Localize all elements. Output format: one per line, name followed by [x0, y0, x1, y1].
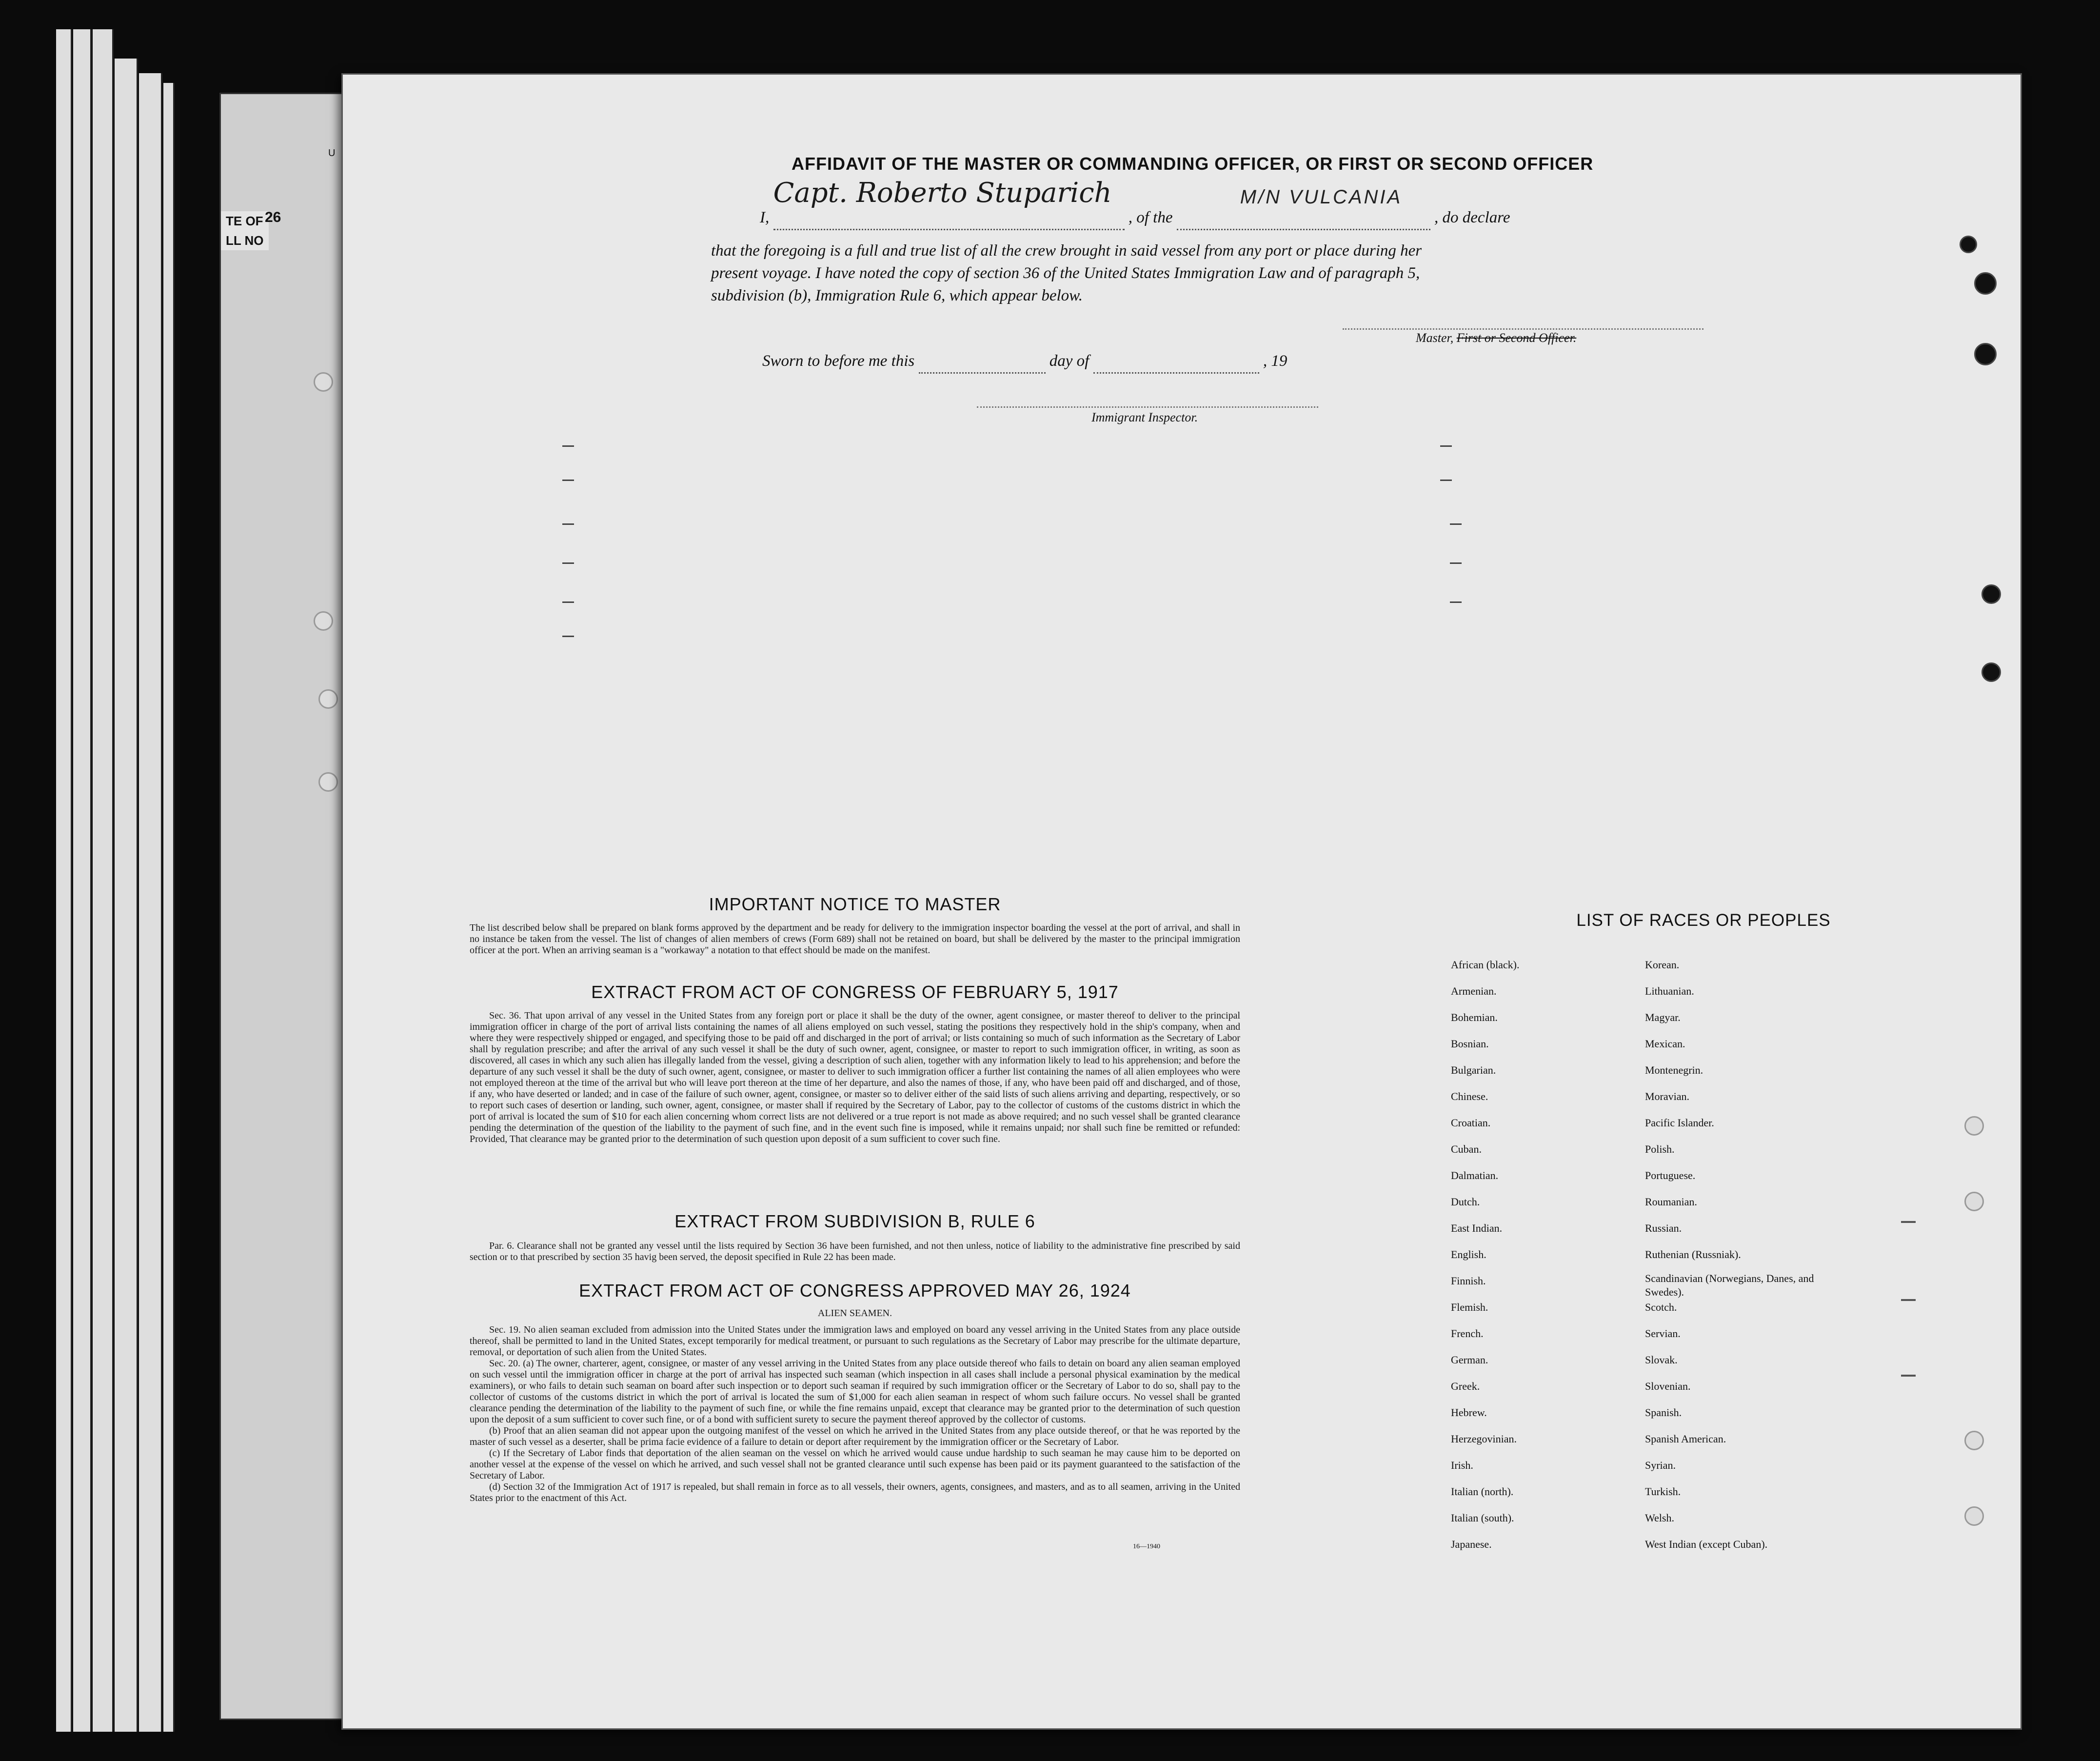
vessel-name-stamp: M/N VULCANIA [1240, 186, 1403, 208]
rule-6-text: Par. 6. Clearance shall not be granted any vessel until the lists required by Section 36 have been furnished, and not then unless, notice of liability to the administrative fine prescribed by said section or to that prescribed by section 35 havig been served, the deposit specified in Rule 22 has been made. [470, 1241, 1240, 1262]
row-marker [562, 601, 574, 603]
binder-hole [314, 611, 333, 631]
race-item: Lithuanian. [1645, 985, 1694, 997]
races-column-2 [1645, 952, 1899, 1558]
race-item: Portuguese. [1645, 1169, 1696, 1181]
page-stack-edge [139, 73, 162, 1732]
affidavit-line-2: that the foregoing is a full and true list of all the crew brought in said vessel from any port or place during her [711, 242, 1422, 260]
affidavit-title: AFFIDAVIT OF THE MASTER OR COMMANDING OFFICER, OR FIRST OR SECOND OFFICER [792, 154, 1594, 174]
race-item: Welsh. [1645, 1512, 1674, 1524]
race-item: Cuban. [1451, 1143, 1482, 1155]
sec-20c-text: (c) If the Secretary of Labor finds that deportation of the alien seaman on the vessel on which he arrived would cause undue hardship to such seaman he may cause him to be deported on another vessel at the expense of the vessel on which he arrived, and such vessel shall not be granted clearance until such expense has been paid or its payment guaranteed to the satisfaction of the Secretary of Labor. [470, 1448, 1240, 1481]
race-item: Bohemian. [1451, 1011, 1498, 1023]
race-item: Chinese. [1451, 1090, 1488, 1102]
inspector-label: Immigrant Inspector. [1091, 410, 1198, 424]
race-item: Servian. [1645, 1327, 1681, 1340]
inspector-signature-line [977, 406, 1318, 408]
race-item: German. [1451, 1354, 1488, 1366]
sec-20d-text: (d) Section 32 of the Immigration Act of 1917 is repealed, but shall remain in force as to all vessels, their owners, agents, consignees, and masters, and as to all seamen, arriving in the United States prior to the enactment of this Act. [470, 1481, 1240, 1503]
race-item: Spanish. [1645, 1406, 1682, 1419]
edge-tick [1901, 1221, 1916, 1223]
row-marker [562, 445, 574, 447]
race-item: Montenegrin. [1645, 1064, 1704, 1076]
binder-hole [1981, 584, 2001, 604]
race-item: Korean. [1645, 959, 1680, 971]
master-label-text: Master, [1416, 331, 1454, 345]
row-marker [1450, 523, 1462, 525]
sworn-day-of: day of [1049, 352, 1090, 370]
binder-hole [1960, 236, 1977, 253]
sworn-year: , 19 [1263, 352, 1288, 370]
race-item: Japanese. [1451, 1538, 1492, 1550]
officer-name-signature: Capt. Roberto Stuparich [773, 177, 1112, 209]
rule-6-title: EXTRACT FROM SUBDIVISION B, RULE 6 [674, 1211, 1035, 1231]
sworn-date-field [919, 350, 1046, 374]
binder-hole [318, 689, 338, 709]
race-item: Turkish. [1645, 1485, 1681, 1498]
row-marker [562, 480, 574, 481]
binder-hole [1974, 272, 1997, 295]
race-item: Magyar. [1645, 1011, 1681, 1023]
extract-1924-body [470, 1324, 1240, 1504]
sworn-prefix: Sworn to before me this [762, 352, 915, 370]
race-item: Italian (north). [1451, 1485, 1514, 1498]
race-item: Hebrew. [1451, 1406, 1487, 1419]
row-marker [1450, 601, 1462, 603]
row-marker [1440, 480, 1452, 481]
race-item: Moravian. [1645, 1090, 1690, 1102]
binder-hole [314, 372, 333, 392]
row-marker [562, 562, 574, 564]
race-item: Italian (south). [1451, 1512, 1514, 1524]
race-item: African (black). [1451, 959, 1520, 971]
binder-hole [1964, 1506, 1984, 1526]
master-signature-line [1343, 328, 1704, 330]
race-item: English. [1451, 1248, 1486, 1261]
binder-hole [1964, 1116, 1984, 1136]
affidavit-line-3: present voyage. I have noted the copy of section 36 of the United States Immigration Law and of paragraph 5, [711, 264, 1420, 282]
affidavit-of-the: , of the [1128, 209, 1173, 226]
margin-corner-letter: U [328, 148, 336, 159]
race-item: Flemish. [1451, 1301, 1488, 1313]
form-number: 16—1940 [1133, 1543, 1160, 1550]
sec-19-text: Sec. 19. No alien seaman excluded from admission into the United States under the immigration laws and employed on board any vessel arriving in the United States from any place outside thereof, shall be permitted to land in the United States, except temporarily for medical treatment, or pursuant to such regulations as the Secretary of Labor may prescribe for the ultimate departure, removal, or deportation of such alien from the United States. [470, 1324, 1240, 1358]
race-item: Dutch. [1451, 1196, 1480, 1208]
race-item: Ruthenian (Russniak). [1645, 1248, 1741, 1261]
race-item: Irish. [1451, 1459, 1473, 1471]
sworn-line [762, 350, 1287, 374]
affidavit-line-1 [760, 177, 1930, 240]
crew-manifest-sheet [341, 73, 2022, 1730]
race-item: Roumanian. [1645, 1196, 1697, 1208]
page-stack-edge [73, 29, 92, 1732]
race-item: Russian. [1645, 1222, 1682, 1234]
race-item: Scandinavian (Norwegians, Danes, and Swedes). [1645, 1272, 1814, 1298]
officer-name-field [773, 177, 1125, 230]
sec-20b-text: (b) Proof that an alien seaman did not appear upon the outgoing manifest of the vessel on which he arrived in the United States from any place outside thereof, or that he was reported by the master of such vessel as a deserter, shall be prima facie evidence of a failure to detain or deport after requirement by the immigration officer or the Secretary of Labor. [470, 1425, 1240, 1447]
race-item: Scotch. [1645, 1301, 1677, 1313]
binder-hole [1974, 343, 1997, 365]
race-item: Bulgarian. [1451, 1064, 1496, 1076]
notice-text: The list described below shall be prepared on blank forms approved by the department and be ready for delivery to the immigration inspector boarding the vessel at the port of arrival, and shall in no instance be taken from the vessel. The list of changes of alien members of crews (Form 689) shall not be retained on board, but shall be delivered by the master to the principal immigration officer at the port. When an arriving seaman is a "workaway" a notation to that effect should be made on the manifest. [470, 922, 1240, 956]
races-column-1 [1451, 952, 1636, 1558]
race-item: Bosnian. [1451, 1038, 1489, 1050]
race-item: Herzegovinian. [1451, 1433, 1517, 1445]
race-item: Slovak. [1645, 1354, 1678, 1366]
race-item: Armenian. [1451, 985, 1497, 997]
margin-tab-top: TE OF [226, 214, 263, 228]
binder-hole [1964, 1431, 1984, 1450]
page-stack-edge [115, 59, 138, 1732]
binder-hole [1981, 662, 2001, 682]
master-label [1416, 331, 1576, 345]
race-item: Greek. [1451, 1380, 1480, 1392]
sec-20-text: Sec. 20. (a) The owner, charterer, agent, consignee, or master of any vessel arriving in the United States from any place outside thereof who fails to detain on board any alien seaman employed on such vessel until the immigration officer in charge at the port of arrival has inspected such seaman (which inspection in all cases shall include a personal physical examination by the medical examiners), or who fails to detain such seaman on board after such inspection or to deport such seaman if required by such immigration officer or the Secretary of Labor to do so, shall pay to the collector of customs of the customs district in which the port of arrival is located the sum of $1,000 for each alien seaman in respect of whom such failure occurs. No vessel shall be granted clearance pending the determination of the liability to the payment of such fine, or while the fine remains unpaid, except that clearance may be granted prior to the determination of such question upon the deposit of a sum sufficient to cover such fine, or of a bond with sufficient surety to secure the payment thereof approved by the collector of customs. [470, 1358, 1240, 1425]
race-item: French. [1451, 1327, 1484, 1340]
extract-1917-text: Sec. 36. That upon arrival of any vessel in the United States from any foreign port or place it shall be the duty of the owner, agent consignee, or master thereof to deliver to the principal immigration officer in charge of the port of arrival lists containing the names of all aliens employed on such vessel, stating the positions they respectively hold in the ship's company, when and where they were respectively shipped or engaged, and specifying those to be paid off and discharged in the port of arrival; or lists containing so much of such information as the Secretary of Labor shall by regulation prescribe; and after the arrival of any such vessel it shall be the duty of such owner, agent, consignee, or master to report to such immigration officer, in writing, as soon as discovered, all cases in which any such alien has illegally landed from the vessel, giving a description of such alien, together with any information likely to lead to his apprehension; and before the departure of any such vessel it shall be the duty of such owner, agent, consignee, or master to deliver to such immigration officer a further list containing the names of all alien employees who were not employed thereon at the time of the arrival but who will leave port thereon at the time of her departure, and also the names of those, if any, who have been paid off and discharged, and of those, if any, who have deserted or landed; and in case of the failure of such owner, agent, consignee, or master so to deliver either of the said lists of such aliens arriving and departing, respectively, or so to report such cases of desertion or landing, such owner, agent, consignee, or master shall if required by the Secretary of Labor, pay to the collector of customs of the customs district in which the port of arrival is located the sum of $10 for each alien concerning whom correct lists are not delivered or a true report is not made as above required; and no such vessel shall be granted clearance pending the determination of the question of the liability to the payment of such fine, and in the event such fine is imposed, while it remains unpaid; nor shall such fine be remitted or refunded: Provided, That clearance may be granted prior to the determination of such question upon deposit of a sum sufficient to cover such fine. [470, 1010, 1240, 1144]
vessel-name-field [1177, 186, 1430, 230]
race-item: Pacific Islander. [1645, 1117, 1714, 1129]
margin-tab-label [221, 211, 269, 250]
affidavit-i-prefix: I, [760, 209, 770, 226]
margin-tab-number: 26 [265, 209, 281, 225]
master-label-struck: First or Second Officer. [1456, 331, 1577, 345]
affidavit-line-4: subdivision (b), Immigration Rule 6, which appear below. [711, 287, 1083, 304]
affidavit-do-declare: , do declare [1434, 209, 1510, 226]
race-item: Slovenian. [1645, 1380, 1691, 1392]
page-stack-edge [93, 29, 114, 1732]
page-stack-edge [56, 29, 72, 1732]
race-item: Spanish American. [1645, 1433, 1726, 1445]
extract-1917-title: EXTRACT FROM ACT OF CONGRESS OF FEBRUARY 5, 1917 [591, 982, 1119, 1002]
binder-hole [318, 772, 338, 792]
race-item: West Indian (except Cuban). [1645, 1538, 1768, 1550]
race-item: Croatian. [1451, 1117, 1491, 1129]
row-marker [562, 636, 574, 637]
notice-title: IMPORTANT NOTICE TO MASTER [709, 894, 1001, 914]
edge-tick [1901, 1375, 1916, 1377]
margin-tab-bottom: LL NO [226, 233, 264, 248]
race-item: Syrian. [1645, 1459, 1676, 1471]
race-item: Dalmatian. [1451, 1169, 1499, 1181]
row-marker [1440, 445, 1452, 447]
sworn-month-field [1093, 350, 1259, 374]
row-marker [562, 523, 574, 525]
extract-1924-title: EXTRACT FROM ACT OF CONGRESS APPROVED MAY 26, 1924 [579, 1281, 1131, 1301]
binder-hole [1964, 1192, 1984, 1211]
race-item: Mexican. [1645, 1038, 1685, 1050]
page-stack-edge [163, 83, 175, 1732]
extract-1924-subtitle: ALIEN SEAMEN. [817, 1308, 892, 1319]
race-item: Polish. [1645, 1143, 1675, 1155]
row-marker [1450, 562, 1462, 564]
race-item: East Indian. [1451, 1222, 1503, 1234]
race-item: Finnish. [1451, 1275, 1486, 1287]
edge-tick [1901, 1299, 1916, 1301]
races-title: LIST OF RACES OR PEOPLES [1576, 911, 1831, 930]
